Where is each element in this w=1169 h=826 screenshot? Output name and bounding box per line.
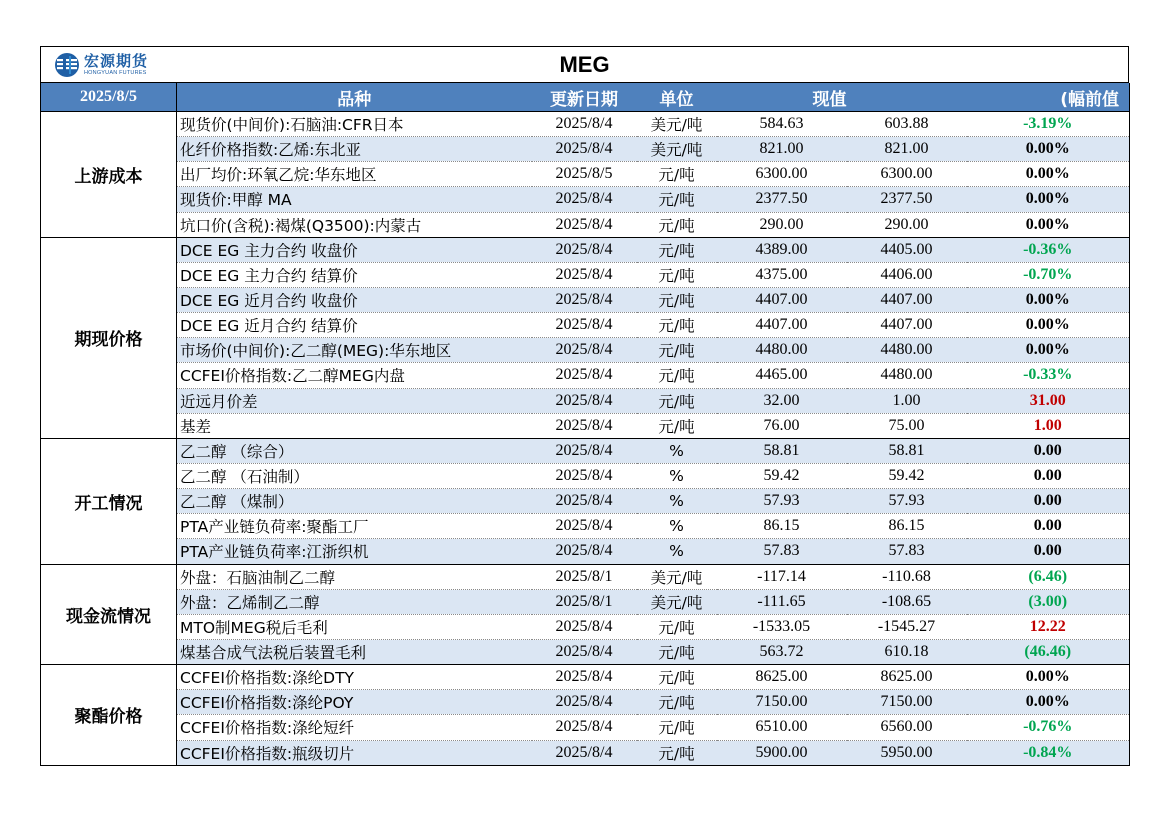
row-update-date: 2025/8/4 <box>532 539 637 564</box>
table-row <box>41 338 1130 363</box>
row-change: 0.00 <box>967 438 1130 463</box>
row-update-date: 2025/8/4 <box>532 237 637 262</box>
row-current-value: 2377.50 <box>717 187 847 212</box>
row-previous-value: 4480.00 <box>847 338 967 363</box>
row-previous-value: 59.42 <box>847 463 967 488</box>
header-unit: 单位 <box>637 83 717 112</box>
row-update-date: 2025/8/4 <box>532 514 637 539</box>
row-unit: 元/吨 <box>637 162 717 187</box>
row-unit: 美元/吨 <box>637 589 717 614</box>
row-change: -0.36% <box>967 237 1130 262</box>
row-name: 乙二醇 （综合） <box>177 438 532 463</box>
row-current-value: 32.00 <box>717 388 847 413</box>
row-update-date: 2025/8/4 <box>532 690 637 715</box>
row-change: 0.00% <box>967 137 1130 162</box>
group-label: 上游成本 <box>41 112 177 238</box>
meg-report-sheet <box>40 46 1129 766</box>
row-unit: % <box>637 539 717 564</box>
row-previous-value: 8625.00 <box>847 665 967 690</box>
row-update-date: 2025/8/4 <box>532 715 637 740</box>
table-body <box>41 112 1130 766</box>
row-unit: 元/吨 <box>637 614 717 639</box>
table-row <box>41 564 1130 589</box>
row-update-date: 2025/8/4 <box>532 463 637 488</box>
logo-chinese-name: 宏源期货 <box>84 51 149 70</box>
row-update-date: 2025/8/4 <box>532 413 637 438</box>
row-change: 0.00 <box>967 539 1130 564</box>
table-row <box>41 363 1130 388</box>
table-row <box>41 413 1130 438</box>
table-row <box>41 388 1130 413</box>
row-current-value: 563.72 <box>717 639 847 664</box>
row-previous-value: 6300.00 <box>847 162 967 187</box>
row-previous-value: 86.15 <box>847 514 967 539</box>
header-change: (幅前值 <box>967 83 1130 112</box>
row-change: 0.00% <box>967 338 1130 363</box>
table-row <box>41 463 1130 488</box>
row-previous-value: 4480.00 <box>847 363 967 388</box>
row-current-value: 5900.00 <box>717 740 847 765</box>
row-name: CCFEI价格指数:瓶级切片 <box>177 740 532 765</box>
row-change: 1.00 <box>967 413 1130 438</box>
row-unit: 元/吨 <box>637 187 717 212</box>
row-unit: 元/吨 <box>637 363 717 388</box>
row-change: (6.46) <box>967 564 1130 589</box>
row-previous-value: 610.18 <box>847 639 967 664</box>
row-unit: % <box>637 514 717 539</box>
row-unit: 元/吨 <box>637 665 717 690</box>
row-unit: 美元/吨 <box>637 564 717 589</box>
header-blank <box>847 83 967 112</box>
table-row <box>41 539 1130 564</box>
row-change: 0.00% <box>967 690 1130 715</box>
table-row <box>41 740 1130 765</box>
row-change: 31.00 <box>967 388 1130 413</box>
table-row <box>41 614 1130 639</box>
row-unit: 元/吨 <box>637 388 717 413</box>
header-report-date: 2025/8/5 <box>41 83 177 112</box>
row-change: 0.00% <box>967 665 1130 690</box>
row-name: 乙二醇 （煤制） <box>177 489 532 514</box>
row-update-date: 2025/8/1 <box>532 564 637 589</box>
row-previous-value: 2377.50 <box>847 187 967 212</box>
table-row <box>41 489 1130 514</box>
table-row <box>41 137 1130 162</box>
row-update-date: 2025/8/4 <box>532 489 637 514</box>
table-row <box>41 589 1130 614</box>
row-previous-value: 603.88 <box>847 112 967 137</box>
table-row <box>41 665 1130 690</box>
row-unit: 美元/吨 <box>637 137 717 162</box>
row-current-value: -1533.05 <box>717 614 847 639</box>
table-row <box>41 514 1130 539</box>
group-label: 现金流情况 <box>41 564 177 665</box>
row-previous-value: 1.00 <box>847 388 967 413</box>
row-current-value: 58.81 <box>717 438 847 463</box>
meg-data-table <box>40 83 1130 766</box>
row-unit: % <box>637 463 717 488</box>
row-name: DCE EG 主力合约 结算价 <box>177 262 532 287</box>
row-change: (46.46) <box>967 639 1130 664</box>
row-previous-value: 5950.00 <box>847 740 967 765</box>
row-previous-value: 58.81 <box>847 438 967 463</box>
table-row <box>41 313 1130 338</box>
row-unit: 元/吨 <box>637 715 717 740</box>
table-row <box>41 287 1130 312</box>
row-name: 煤基合成气法税后装置毛利 <box>177 639 532 664</box>
row-current-value: 7150.00 <box>717 690 847 715</box>
row-change: -0.76% <box>967 715 1130 740</box>
row-name: 基差 <box>177 413 532 438</box>
row-update-date: 2025/8/4 <box>532 639 637 664</box>
table-row <box>41 162 1130 187</box>
header-row <box>41 83 1130 112</box>
row-name: 出厂均价:环氧乙烷:华东地区 <box>177 162 532 187</box>
row-name: 现货价:甲醇 MA <box>177 187 532 212</box>
row-update-date: 2025/8/4 <box>532 137 637 162</box>
row-name: DCE EG 近月合约 收盘价 <box>177 287 532 312</box>
row-name: 现货价(中间价):石脑油:CFR日本 <box>177 112 532 137</box>
row-previous-value: 4407.00 <box>847 313 967 338</box>
row-name: 外盘：乙烯制乙二醇 <box>177 589 532 614</box>
row-current-value: 290.00 <box>717 212 847 237</box>
row-previous-value: 75.00 <box>847 413 967 438</box>
row-unit: 元/吨 <box>637 237 717 262</box>
row-unit: 元/吨 <box>637 639 717 664</box>
row-name: CCFEI价格指数:乙二醇MEG内盘 <box>177 363 532 388</box>
row-current-value: 4465.00 <box>717 363 847 388</box>
row-current-value: 4480.00 <box>717 338 847 363</box>
row-update-date: 2025/8/4 <box>532 262 637 287</box>
row-current-value: -117.14 <box>717 564 847 589</box>
table-row <box>41 690 1130 715</box>
row-current-value: 6300.00 <box>717 162 847 187</box>
row-update-date: 2025/8/4 <box>532 338 637 363</box>
row-update-date: 2025/8/4 <box>532 313 637 338</box>
row-name: 乙二醇 （石油制） <box>177 463 532 488</box>
header-name: 品种 <box>177 83 532 112</box>
row-previous-value: 290.00 <box>847 212 967 237</box>
row-name: DCE EG 主力合约 收盘价 <box>177 237 532 262</box>
group-label: 聚酯价格 <box>41 665 177 766</box>
logo-english-name: HONGYUAN FUTURES <box>84 69 147 76</box>
table-row <box>41 639 1130 664</box>
row-name: CCFEI价格指数:涤纶短纤 <box>177 715 532 740</box>
row-current-value: 4375.00 <box>717 262 847 287</box>
row-previous-value: -110.68 <box>847 564 967 589</box>
row-update-date: 2025/8/4 <box>532 363 637 388</box>
row-change: -0.33% <box>967 363 1130 388</box>
row-name: 坑口价(含税):褐煤(Q3500):内蒙古 <box>177 212 532 237</box>
row-current-value: 4407.00 <box>717 313 847 338</box>
row-change: -0.70% <box>967 262 1130 287</box>
row-name: 外盘：石脑油制乙二醇 <box>177 564 532 589</box>
row-change: -0.84% <box>967 740 1130 765</box>
row-change: 0.00 <box>967 489 1130 514</box>
group-label: 开工情况 <box>41 438 177 564</box>
row-update-date: 2025/8/4 <box>532 665 637 690</box>
row-current-value: 4407.00 <box>717 287 847 312</box>
row-update-date: 2025/8/4 <box>532 212 637 237</box>
row-unit: 元/吨 <box>637 313 717 338</box>
row-previous-value: 4405.00 <box>847 237 967 262</box>
row-update-date: 2025/8/4 <box>532 388 637 413</box>
row-current-value: 57.93 <box>717 489 847 514</box>
row-name: 市场价(中间价):乙二醇(MEG):华东地区 <box>177 338 532 363</box>
row-change: 0.00% <box>967 313 1130 338</box>
row-name: PTA产业链负荷率:聚酯工厂 <box>177 514 532 539</box>
row-previous-value: 821.00 <box>847 137 967 162</box>
row-unit: 元/吨 <box>637 262 717 287</box>
group-label: 期现价格 <box>41 237 177 438</box>
row-unit: 元/吨 <box>637 212 717 237</box>
table-row <box>41 187 1130 212</box>
row-update-date: 2025/8/4 <box>532 187 637 212</box>
row-name: CCFEI价格指数:涤纶POY <box>177 690 532 715</box>
row-previous-value: 57.83 <box>847 539 967 564</box>
table-row <box>41 438 1130 463</box>
row-unit: 元/吨 <box>637 413 717 438</box>
row-unit: 美元/吨 <box>637 112 717 137</box>
row-change: -3.19% <box>967 112 1130 137</box>
row-current-value: 59.42 <box>717 463 847 488</box>
row-update-date: 2025/8/4 <box>532 112 637 137</box>
row-update-date: 2025/8/4 <box>532 740 637 765</box>
row-update-date: 2025/8/1 <box>532 589 637 614</box>
row-unit: % <box>637 489 717 514</box>
report-title: MEG <box>559 52 610 77</box>
row-current-value: 86.15 <box>717 514 847 539</box>
row-change: 0.00% <box>967 287 1130 312</box>
row-previous-value: 7150.00 <box>847 690 967 715</box>
row-update-date: 2025/8/5 <box>532 162 637 187</box>
table-row <box>41 212 1130 237</box>
row-current-value: 821.00 <box>717 137 847 162</box>
row-current-value: 76.00 <box>717 413 847 438</box>
row-current-value: 584.63 <box>717 112 847 137</box>
table-row <box>41 262 1130 287</box>
row-name: DCE EG 近月合约 结算价 <box>177 313 532 338</box>
row-name: 化纤价格指数:乙烯:东北亚 <box>177 137 532 162</box>
title-bar <box>40 46 1129 83</box>
row-update-date: 2025/8/4 <box>532 614 637 639</box>
table-row <box>41 715 1130 740</box>
row-update-date: 2025/8/4 <box>532 287 637 312</box>
row-unit: 元/吨 <box>637 287 717 312</box>
row-name: PTA产业链负荷率:江浙织机 <box>177 539 532 564</box>
row-unit: 元/吨 <box>637 690 717 715</box>
row-unit: 元/吨 <box>637 338 717 363</box>
row-previous-value: -1545.27 <box>847 614 967 639</box>
row-previous-value: 4406.00 <box>847 262 967 287</box>
row-current-value: 57.83 <box>717 539 847 564</box>
row-previous-value: 6560.00 <box>847 715 967 740</box>
table-row <box>41 237 1130 262</box>
row-previous-value: 57.93 <box>847 489 967 514</box>
row-unit: % <box>637 438 717 463</box>
row-name: 近远月价差 <box>177 388 532 413</box>
row-change: 0.00% <box>967 162 1130 187</box>
row-change: (3.00) <box>967 589 1130 614</box>
row-current-value: 4389.00 <box>717 237 847 262</box>
row-previous-value: -108.65 <box>847 589 967 614</box>
row-name: CCFEI价格指数:涤纶DTY <box>177 665 532 690</box>
row-previous-value: 4407.00 <box>847 287 967 312</box>
row-name: MTO制MEG税后毛利 <box>177 614 532 639</box>
row-change: 0.00% <box>967 187 1130 212</box>
row-unit: 元/吨 <box>637 740 717 765</box>
row-change: 0.00% <box>967 212 1130 237</box>
header-current: 现值 <box>717 83 847 112</box>
row-update-date: 2025/8/4 <box>532 438 637 463</box>
row-change: 12.22 <box>967 614 1130 639</box>
row-current-value: 8625.00 <box>717 665 847 690</box>
header-update-date: 更新日期 <box>532 83 637 112</box>
row-change: 0.00 <box>967 514 1130 539</box>
row-current-value: 6510.00 <box>717 715 847 740</box>
table-row <box>41 112 1130 137</box>
row-change: 0.00 <box>967 463 1130 488</box>
row-current-value: -111.65 <box>717 589 847 614</box>
